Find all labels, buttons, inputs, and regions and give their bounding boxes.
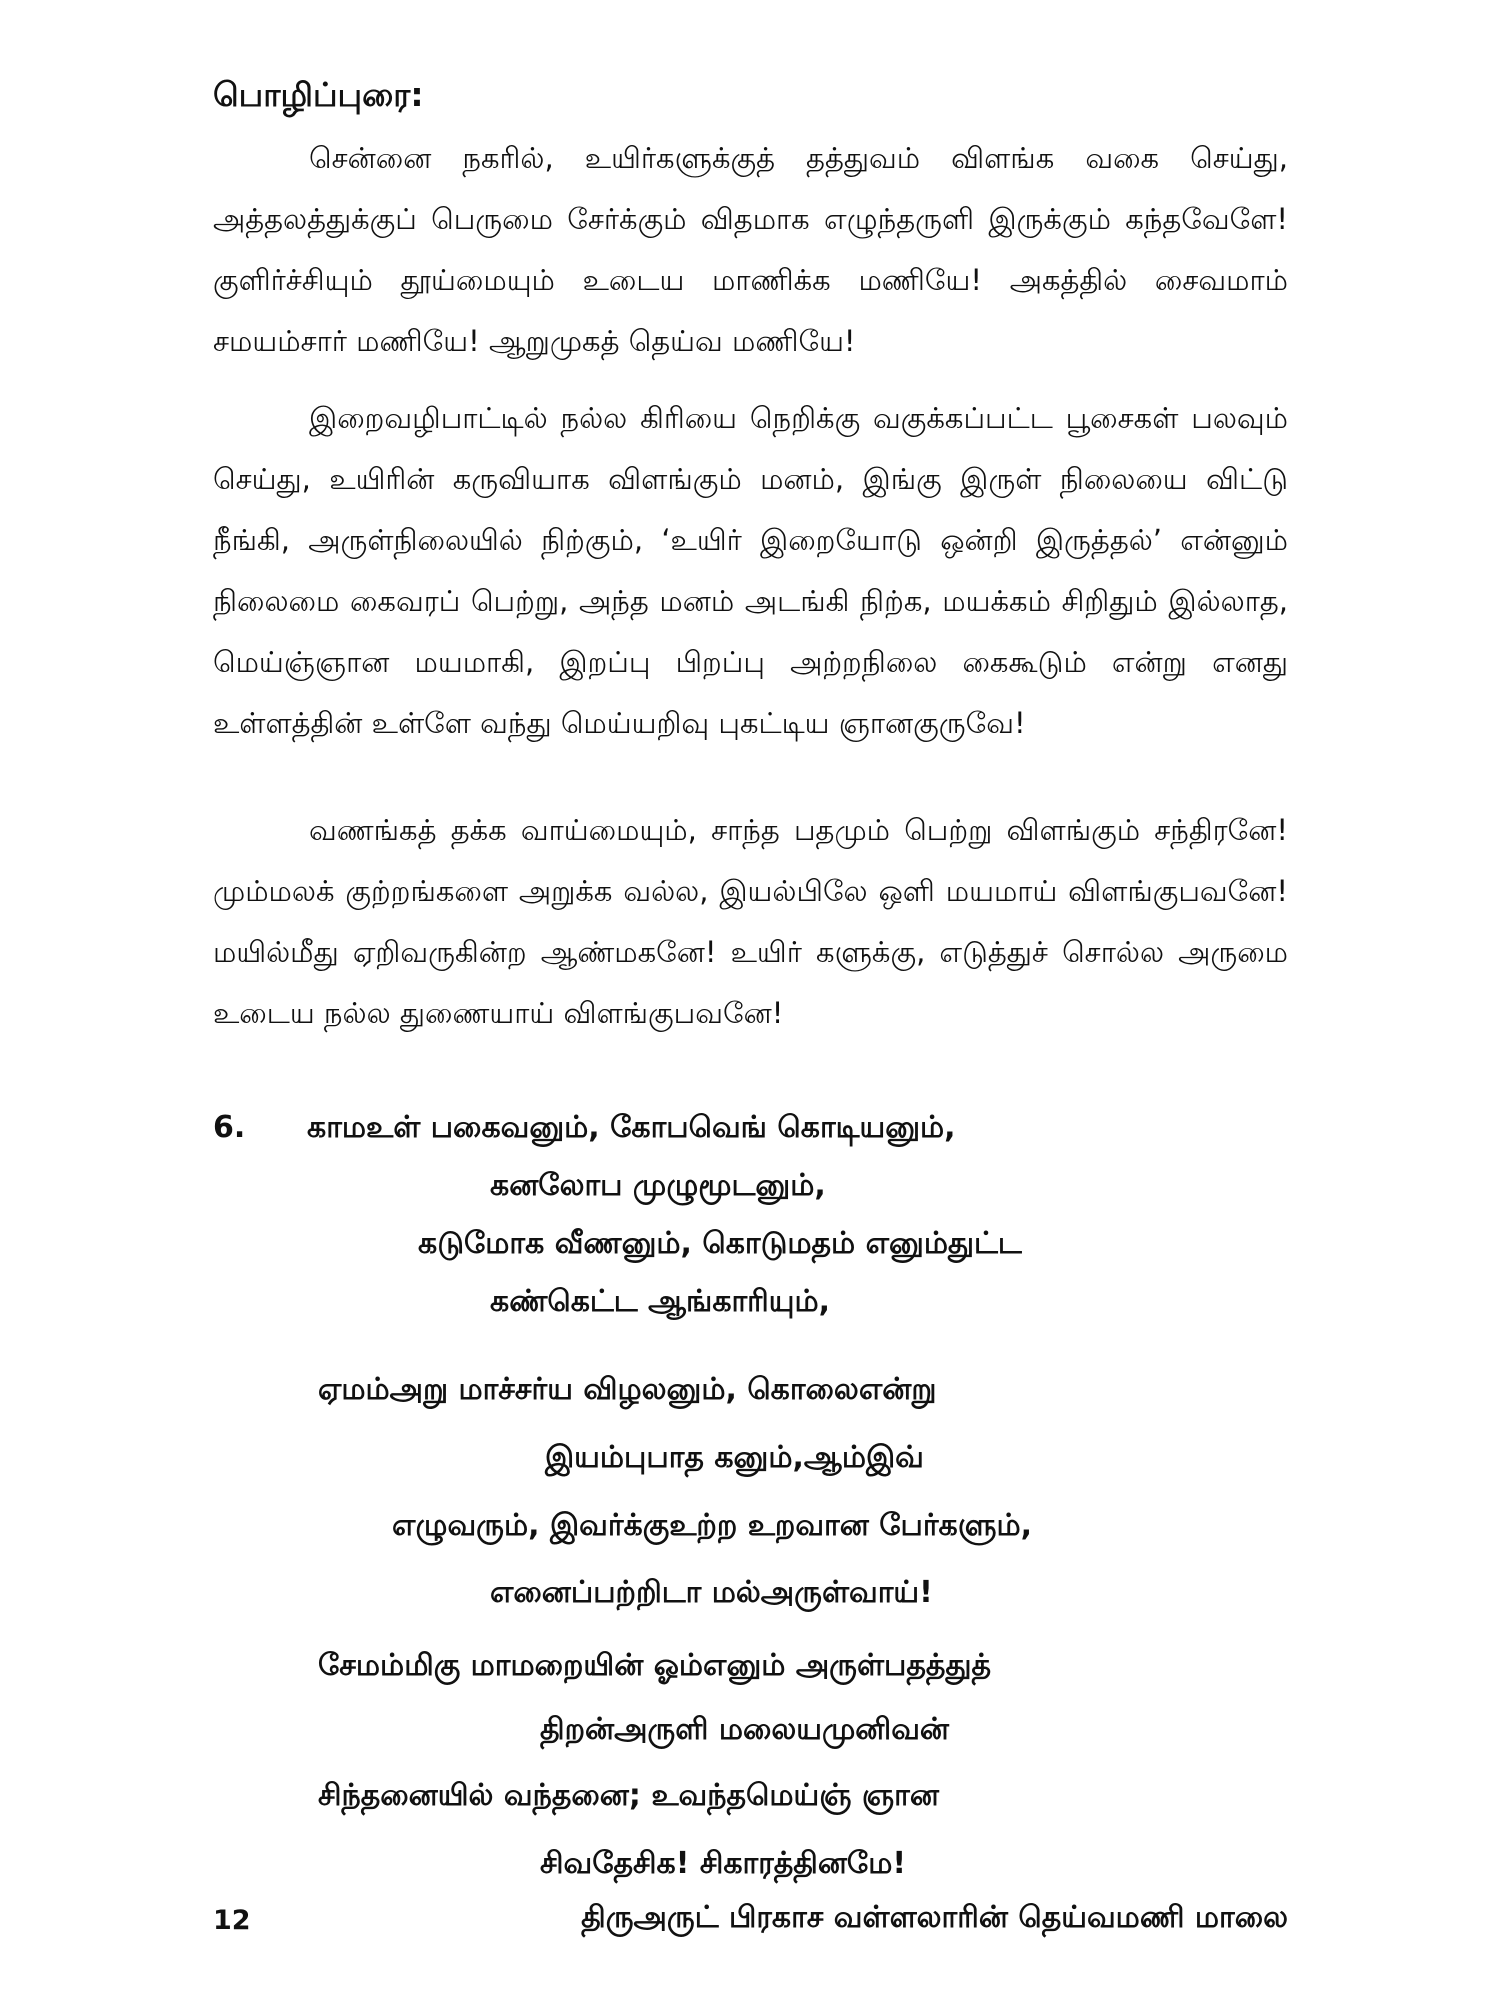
paragraph-line: அகத்தில் சைவமாம் சமயம்சார் மணியே! ஆறுமுகத் தெய்வ மணியே! xyxy=(213,263,1289,358)
paragraph-3 xyxy=(213,800,1288,1044)
verse-line: எனைப்பற்றிடா மல்அருள்வாய்! xyxy=(490,1575,933,1610)
paragraph-line: பலவும் செய்து, உயிரின் கருவியாக விளங்கும் மனம், இங்கு இருள் xyxy=(213,401,1288,496)
paragraph-line: அடங்கி நிற்க, மயக்கம் சிறிதும் இல்லாத, மெய்ஞ்ஞான மயமாகி, xyxy=(213,584,1289,679)
verse-line: சேமம்மிகு மாமறையின் ஓம்எனும் அருள்பதத்துத் xyxy=(318,1648,992,1683)
paragraph-line: அத்தலத்துக்குப் பெருமை சேர்க்கும் விதமாக எழுந்தருளி இருக்கும் xyxy=(213,202,1111,236)
verse-number: 6. xyxy=(213,1110,246,1145)
paragraph-2 xyxy=(213,388,1288,754)
verse-line: சிவதேசிக! சிகாரத்தினமே! xyxy=(540,1846,907,1881)
section-heading: பொழிப்புரை: xyxy=(213,75,424,114)
paragraph-line: வணங்கத் தக்க வாய்மையும், சாந்த பதமும் பெற்று விளங்கும் xyxy=(309,813,1141,847)
verse-line: கனலோப முழுமூடனும், xyxy=(490,1168,826,1203)
page-number: 12 xyxy=(213,1905,251,1936)
paragraph-line: கந்தவேளே! குளிர்ச்சியும் தூய்மையும் உடைய மாணிக்க மணியே! xyxy=(213,202,1288,297)
paragraph-line: நிலையை விட்டு நீங்கி, அருள்நிலையில் நிற்கும், ‘உயிர் இறையோடு xyxy=(213,462,1289,557)
verse-line: இயம்புபாத கனும்,ஆம்இவ் xyxy=(545,1440,924,1475)
paragraph-line: மயமாய் விளங்குபவனே! மயில்மீது ஏறிவருகின்ற ஆண்மகனே! உயிர் xyxy=(213,874,1289,969)
verse-line: கடுமோக வீணனும், கொடுமதம் எனும்துட்ட xyxy=(418,1226,1022,1261)
running-footer-title: திருஅருட் பிரகாச வள்ளலாரின் தெய்வமணி மாலை xyxy=(581,1900,1288,1935)
paragraph-line: விளங்குபவனே! xyxy=(563,996,784,1030)
paragraph-line: ஒன்றி இருத்தல்’ என்னும் நிலைமை கைவரப் பெற்று, அந்த மனம் xyxy=(213,523,1288,618)
paragraph-1 xyxy=(213,128,1288,372)
verse-line: ஏமம்அறு மாச்சர்ய விழலனும், கொலைஎன்று xyxy=(318,1372,937,1407)
paragraph-line: இறைவழிபாட்டில் நல்ல கிரியை நெறிக்கு வகுக்கப்பட்ட பூசைகள் xyxy=(309,401,1179,435)
paragraph-line: களுக்கு, எடுத்துச் சொல்ல அருமை உடைய நல்ல துணையாய் xyxy=(213,935,1288,1030)
verse-line: காமஉள் பகைவனும், கோபவெங் கொடியனும், xyxy=(307,1110,956,1145)
verse-line: கண்கெட்ட ஆங்காரியும், xyxy=(490,1284,831,1319)
paragraph-line: வந்து மெய்யறிவு புகட்டிய ஞானகுருவே! xyxy=(480,706,1026,740)
verse-line: சிந்தனையில் வந்தனை; உவந்தமெய்ஞ் ஞான xyxy=(318,1778,939,1813)
paragraph-line: சந்திரனே! மும்மலக் குற்றங்களை அறுக்க வல்ல, இயல்பிலே ஒளி xyxy=(213,813,1288,908)
paragraph-line: சென்னை நகரில், உயிர்களுக்குத் தத்துவம் விளங்க வகை செய்து, xyxy=(309,141,1288,175)
verse-line: திறன்அருளி மலையமுனிவன் xyxy=(540,1712,949,1747)
verse-line: எழுவரும், இவர்க்குஉற்ற உறவான பேர்களும், xyxy=(392,1508,1032,1543)
paragraph-line: இறப்பு பிறப்பு அற்றநிலை கைகூடும் என்று எனது உள்ளத்தின் உள்ளே xyxy=(213,645,1288,740)
